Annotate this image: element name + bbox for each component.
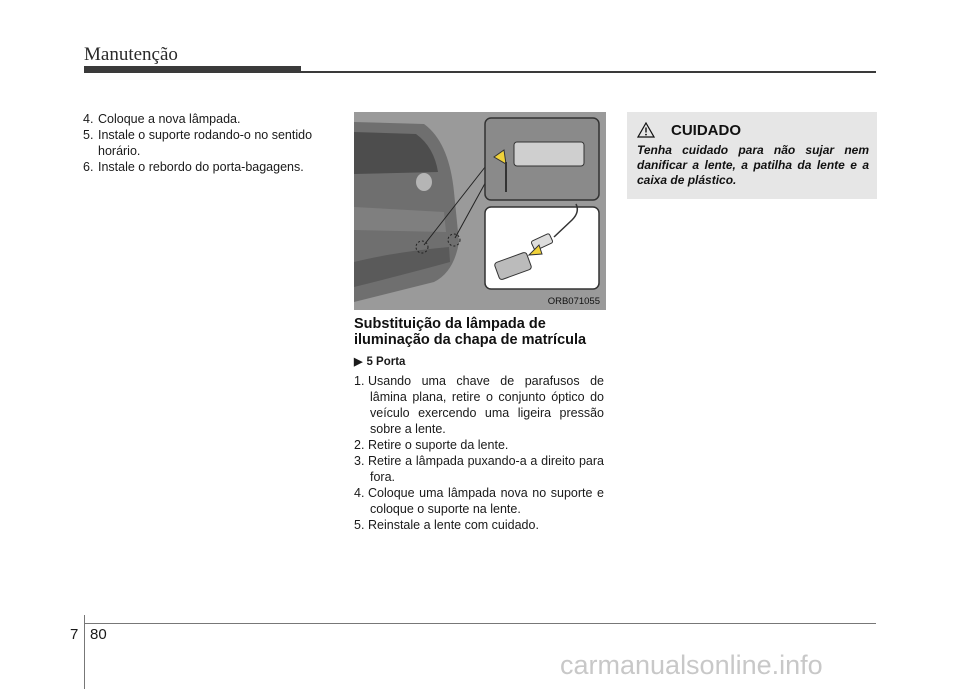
caution-title: CUIDADO (671, 122, 741, 139)
list-item: 4. Coloque a nova lâmpada. (83, 112, 241, 126)
triangle-right-icon: ▶ (354, 356, 363, 368)
step-item: 5. Reinstale a lente com cuidado. (354, 518, 539, 532)
step-item: 2. Retire o suporte da lente. (354, 438, 509, 452)
footer-rule (84, 623, 876, 624)
figure-code: ORB071055 (547, 296, 600, 307)
header-rule-thin (301, 71, 876, 73)
warning-icon (637, 122, 655, 138)
page-number: 80 (90, 626, 107, 643)
step-item: 1. Usando uma chave de parafusos de lâmina plana, retire o conjunto óptico do veículo exercendo uma ligeira pressão sobre a lente. (354, 374, 604, 436)
step-item: 4. Coloque uma lâmpada nova no suporte e coloque o suporte na lente. (354, 486, 604, 516)
header-rule-thick (84, 66, 301, 73)
chapter-number: 7 (70, 626, 79, 643)
step-item: 3. Retire a lâmpada puxando-a a direito para fora. (354, 454, 604, 484)
watermark: carmanualsonline.info (560, 650, 823, 680)
car-rear-drawing (354, 112, 606, 310)
page-header-title: Manutenção (84, 44, 178, 65)
left-instructions (78, 111, 333, 175)
doors-note: ▶ 5 Porta (354, 356, 406, 368)
footer-divider (84, 615, 85, 689)
list-item: 6. Instale o rebordo do porta-bagagens. (83, 160, 304, 174)
section-title: Substituição da lâmpada de iluminação da chapa de matrícula (354, 316, 587, 348)
caution-text: Tenha cuidado para não sujar nem danificar a lente, a patilha da lente e a caixa de plástico. (637, 143, 869, 187)
list-item: 5. Instale o suporte rodando-o no sentido horário. (83, 128, 313, 158)
section-content (354, 316, 604, 533)
license-lamp-illustration (354, 112, 606, 310)
caution-box (627, 112, 877, 199)
